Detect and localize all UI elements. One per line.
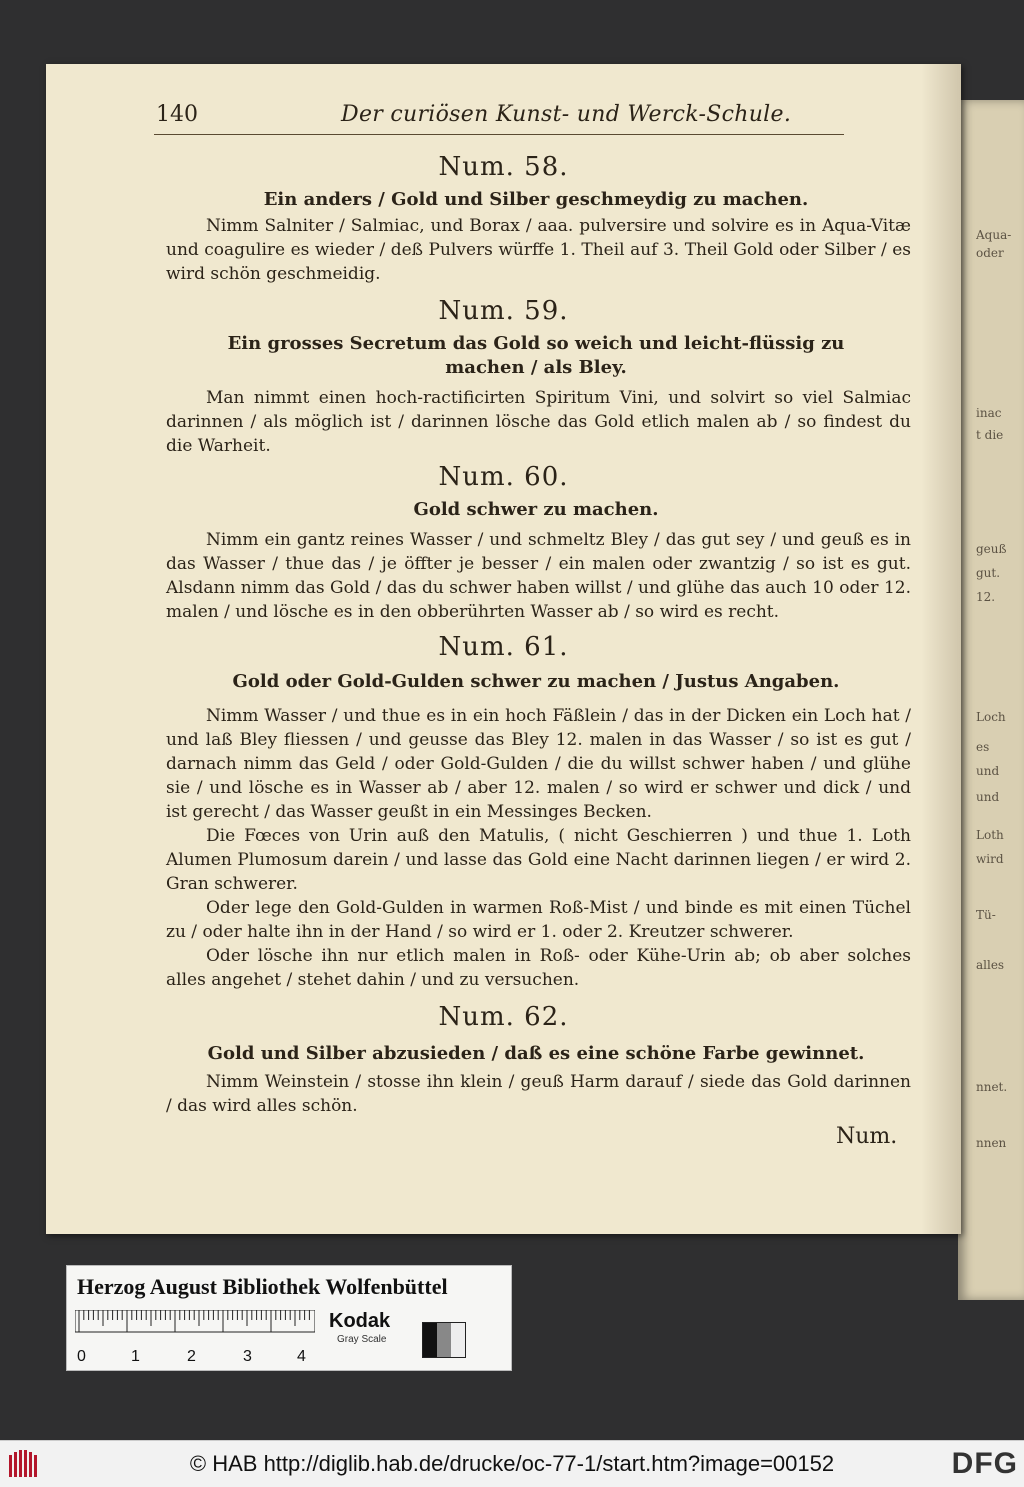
adjacent-page-fragment: wird xyxy=(976,852,1004,866)
adjacent-page-fragment: Loth xyxy=(976,828,1004,842)
paragraph: Nimm Wasser / und thue es in ein hoch Fäßlein / das in der Dicken ein Loch hat / und laß Bley fliessen / und geusse das Bley 12. malen in das Wasser / so ist es gut / darnach nimm das Geld / oder Gold-Gulden / die du willst schwer haben / und glühe sie / und lösche es in Wasser ab / aber 12. malen / so wird er schwer und dick / und ist gerecht / das Wasser geußt in ein Messinges Becken. xyxy=(166,706,911,822)
section-number: Num. 58. xyxy=(438,152,569,182)
source-link[interactable]: © HAB http://diglib.hab.de/drucke/oc-77-1/start.htm?image=00152 xyxy=(189,1451,835,1476)
ruler-number: 0 xyxy=(77,1348,86,1365)
section-body xyxy=(166,704,911,992)
adjacent-page-fragment: alles xyxy=(976,958,1005,972)
dfg-logo: DFG xyxy=(951,1447,1018,1480)
paragraph: Oder lege den Gold-Gulden in warmen Roß-Mist / und binde es mit einen Tüchel zu / oder halte ihn in der Hand / so wird er 1. oder 2. Kreutzer schwerer. xyxy=(166,898,911,942)
adjacent-page-fragment: inac xyxy=(976,406,1002,420)
adjacent-page-fragment: geuß xyxy=(976,542,1007,556)
ruler-number: 1 xyxy=(131,1348,140,1365)
book-page xyxy=(46,64,961,1234)
footer-bar xyxy=(0,1440,1024,1487)
header-rule xyxy=(154,134,844,135)
adjacent-page-edge xyxy=(958,100,1024,1300)
library-color-card xyxy=(66,1265,512,1371)
ruler-number: 2 xyxy=(187,1348,196,1365)
ruler-icon xyxy=(75,1310,315,1346)
paragraph: Nimm Salniter / Salmiac, und Borax / aaa. pulversire und solvire es in Aqua-Vitæ und coagulire es wieder / deß Pulvers würffe 1. Theil auf 3. Theil Gold oder Silber / es wird schön geschmeidig. xyxy=(166,216,911,284)
paragraph: Nimm ein gantz reines Wasser / und schmeltz Bley / das gut sey / und geuß es in das Wasser / thue das / je öffter je besser / ein malen oder zwantzig / so ist es gut. Alsdann nimm das Gold / das du schwer haben willst / und glühe das auch 10 oder 12. malen / und lösche es in den obberührten Wasser ab / so wird es recht. xyxy=(166,530,911,622)
ruler-number: 3 xyxy=(243,1348,252,1365)
paragraph: Die Fœces von Urin auß den Matulis, ( nicht Geschierren ) und thue 1. Loth Alumen Plumosum darein / und lasse das Gold eine Nacht darinnen liegen / er wird 2. Gran schwerer. xyxy=(166,826,911,894)
kodak-brand: Kodak xyxy=(329,1310,391,1332)
adjacent-page-fragment: und xyxy=(976,790,1000,804)
gray-scale-patches xyxy=(422,1322,466,1358)
adjacent-page-fragment: Tü- xyxy=(976,908,996,922)
section-number: Num. 61. xyxy=(438,632,569,662)
adjacent-page-fragment: oder xyxy=(976,246,1004,260)
adjacent-page-fragment: 12. xyxy=(976,590,996,604)
section-number: Num. 60. xyxy=(438,462,569,492)
section-body xyxy=(166,386,911,458)
section-title: Ein grosses Secretum das Gold so weich und leicht-flüssig zu machen / als Bley. xyxy=(227,333,845,378)
section-number: Num. 59. xyxy=(438,296,569,326)
adjacent-page-fragment: Aqua- xyxy=(976,228,1012,242)
adjacent-page-fragment: t die xyxy=(976,428,1004,442)
library-name: Herzog August Bibliothek Wolfenbüttel xyxy=(77,1274,448,1299)
running-head: Der curiösen Kunst- und Werck-Schule. xyxy=(341,102,792,127)
section-body xyxy=(166,1070,911,1118)
adjacent-page-fragment: und xyxy=(976,764,1000,778)
section-title: Ein anders / Gold und Silber geschmeydig zu machen. xyxy=(263,189,809,210)
kodak-subtitle: Gray Scale xyxy=(337,1334,387,1345)
adjacent-page-fragment: nnen xyxy=(976,1136,1007,1150)
page-number: 140 xyxy=(156,102,198,127)
catchword: Num. xyxy=(836,1124,898,1149)
section-body xyxy=(166,528,911,624)
adjacent-page-fragment: Loch xyxy=(976,710,1006,724)
section-number: Num. 62. xyxy=(438,1002,569,1032)
section-body xyxy=(166,214,911,286)
adjacent-page-fragment: es xyxy=(976,740,990,754)
section-title: Gold oder Gold-Gulden schwer zu machen / Justus Angaben. xyxy=(232,671,840,692)
paragraph: Man nimmt einen hoch-ractificirten Spiritum Vini, und solvirt so viel Salmiac darinnen / als möglich ist / darinnen lösche das Gold etlich malen ab / so findest du die Warheit. xyxy=(166,388,911,456)
section-title: Gold schwer zu machen. xyxy=(413,499,659,520)
paragraph: Oder lösche ihn nur etlich malen in Roß- oder Kühe-Urin ab; ob aber solches alles angehet / stehet dahin / und zu versuchen. xyxy=(166,946,911,990)
paragraph: Nimm Weinstein / stosse ihn klein / geuß Harm darauf / siede das Gold darinnen / das wird alles schön. xyxy=(166,1072,911,1116)
adjacent-page-fragment: nnet. xyxy=(976,1080,1008,1094)
ruler-number: 4 xyxy=(297,1348,306,1365)
section-title: Gold und Silber abzusieden / daß es eine schöne Farbe gewinnet. xyxy=(207,1043,865,1064)
adjacent-page-fragment: gut. xyxy=(976,566,1001,580)
